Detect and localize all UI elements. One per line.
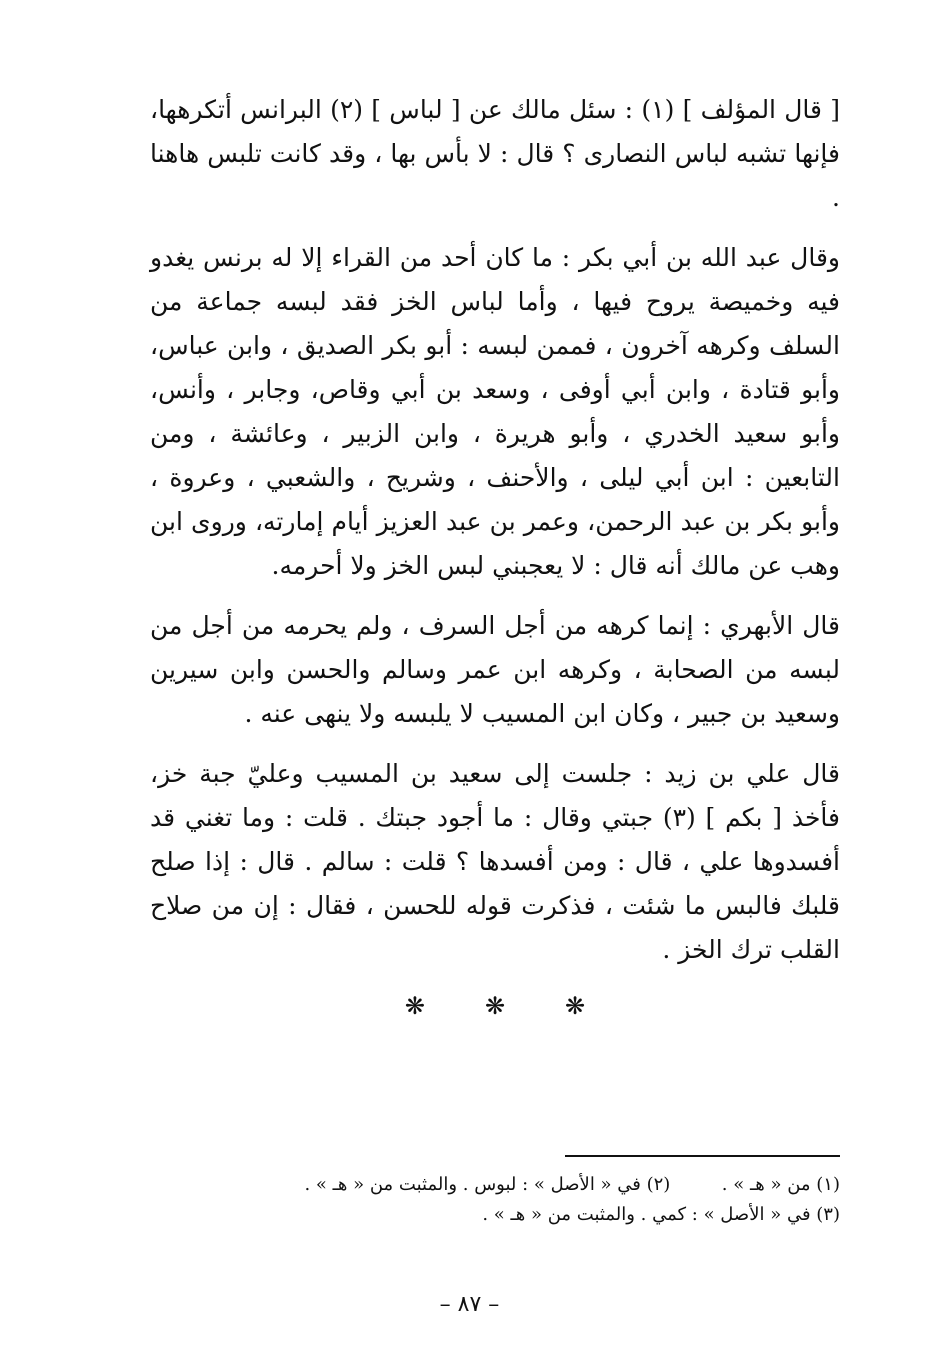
section-separator — [150, 992, 840, 1020]
paragraph-3: قال الأبهري : إنما كرهه من أجل السرف ، ولم يحرمه من أجل من لبسه من الصحابة ، وكرهه ابن عمر وسالم والحسن وابن سيرين وسعيد بن جبير ، وكان ابن المسيب لا يلبسه ولا ينهى عنه . — [150, 611, 840, 728]
footnote-1: (١) من « هـ » . — [721, 1174, 840, 1195]
separator-star: ❋ — [565, 992, 586, 1020]
page-body — [150, 88, 840, 1020]
footnote-row — [150, 1170, 840, 1200]
footnote-divider — [565, 1155, 840, 1157]
footnote-3: (٣) في « الأصل » : كمي . والمثبت من « هـ » . — [482, 1204, 840, 1225]
separator-star: ❋ — [404, 992, 425, 1020]
footnote-row — [150, 1200, 840, 1230]
paragraph-2: وقال عبد الله بن أبي بكر : ما كان أحد من القراء إلا له برنس يغدو فيه وخميصة يروح فيها ، وأما لباس الخز فقد لبسه جماعة من السلف وكرهه آخرون ، فممن لبسه : أبو بكر الصديق ، وابن عباس، وأبو قتادة ، وابن أبي أوفى ، وسعد بن أبي وقاص، وجابر ، وأنس، وأبو سعيد الخدري ، وأبو هريرة ، وابن الزبير ، وعائشة ، ومن التابعين : ابن أبي ليلى ، والأحنف ، وشريح ، والشعبي ، وعروة ، وأبو بكر بن عبد الرحمن، وعمر بن عبد العزيز أيام إمارته، وروى ابن وهب عن مالك أنه قال : لا يعجبني لبس الخز ولا أحرمه. — [150, 243, 840, 580]
footnotes — [150, 1170, 840, 1230]
separator-star: ❋ — [484, 992, 506, 1020]
footnote-2: (٢) في « الأصل » : لبوس . والمثبت من « هـ » . — [304, 1174, 671, 1195]
paragraph-1: [ قال المؤلف ] (١) : سئل مالك عن [ لباس ] (٢) البرانس أتكرهها، فإنها تشبه لباس النصارى ؟ قال : لا بأس بها ، وقد كانت تلبس هاهنا . — [150, 95, 840, 212]
paragraph-4: قال علي بن زيد : جلست إلى سعيد بن المسيب وعليّ جبة خز، فأخذ [ بكم ] (٣) جبتي وقال : ما أجود جبتك . قلت : وما تغني قد أفسدوها علي ، قال : ومن أفسدها ؟ قلت : سالم . قال : إذا صلح قلبك فالبس ما شئت ، فذكرت قوله للحسن ، فقال : إن من صلاح القلب ترك الخز . — [150, 759, 840, 964]
page-number: – ٨٧ – — [439, 1292, 500, 1317]
